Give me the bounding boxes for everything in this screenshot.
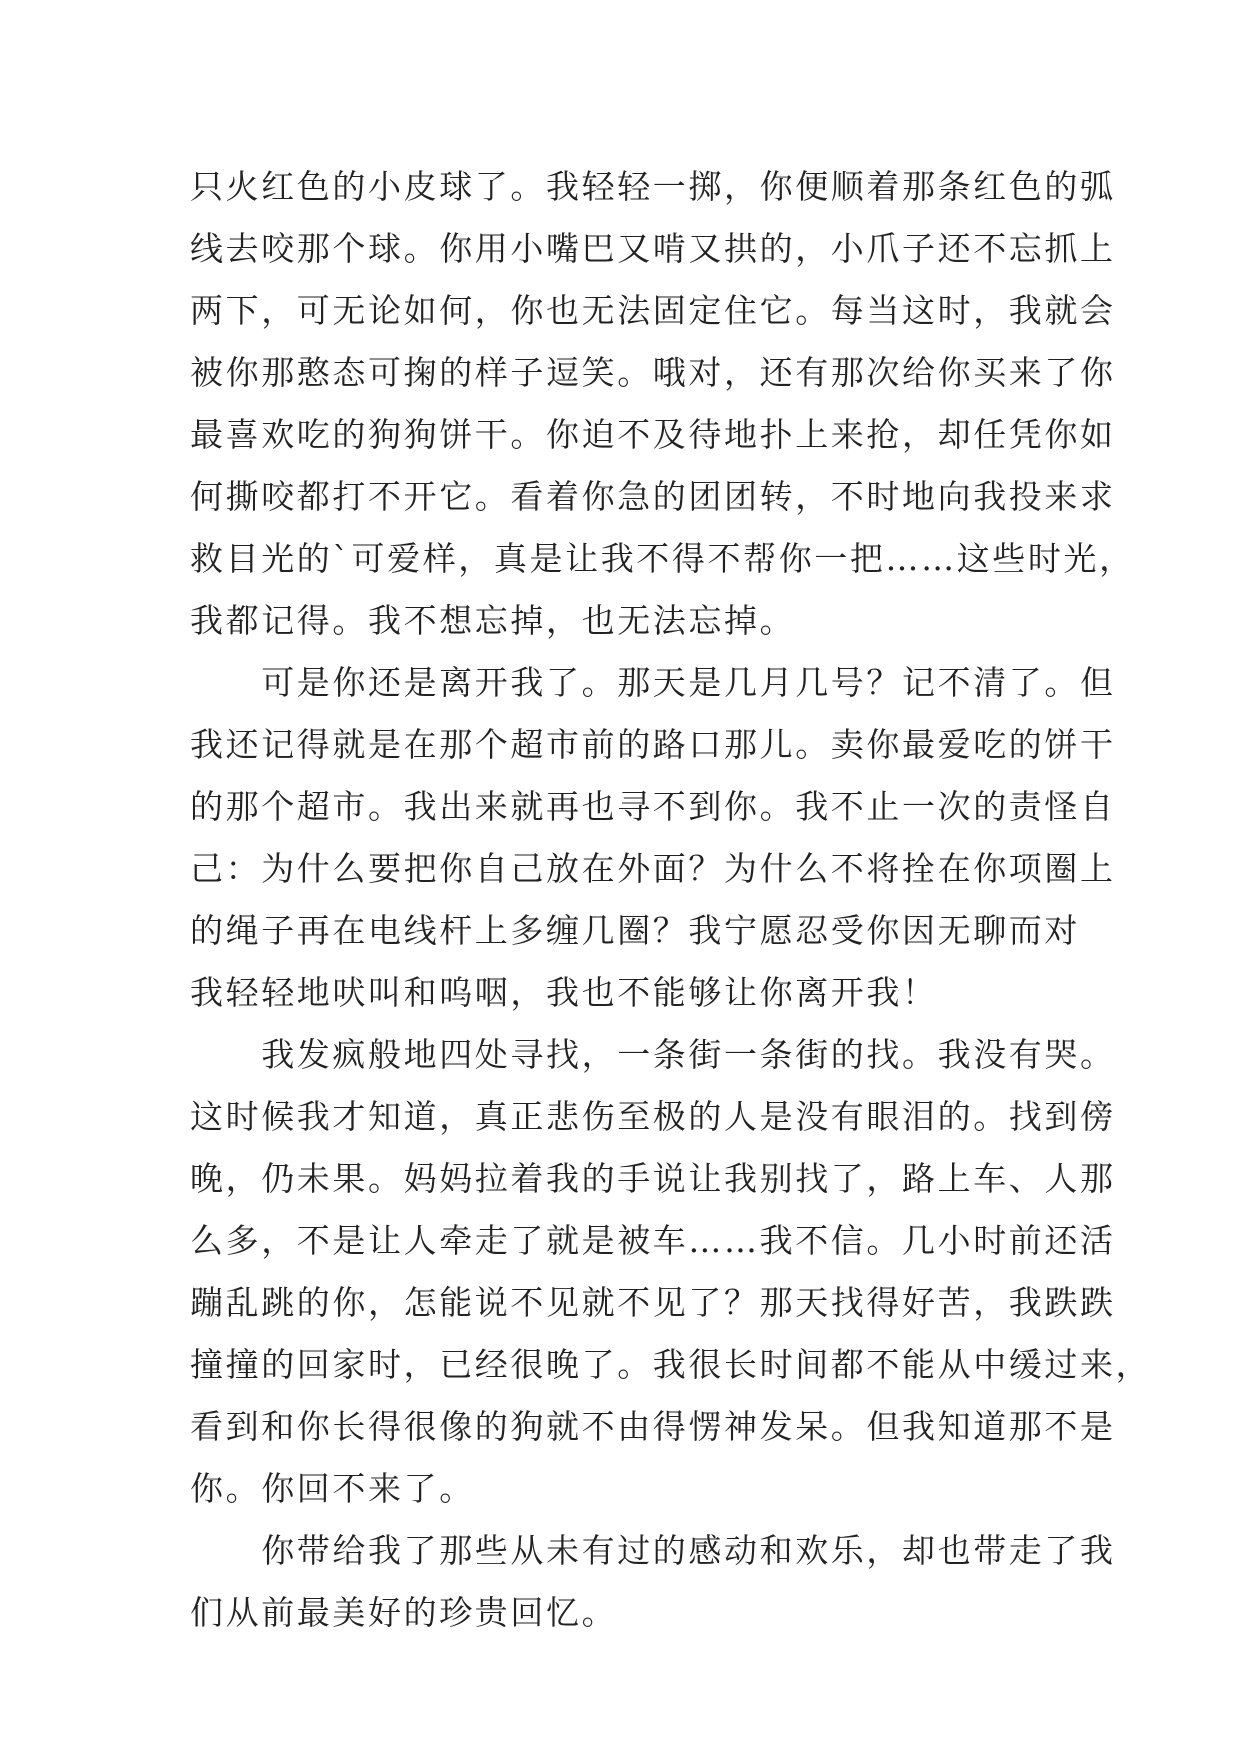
text-line: 的绳子再在电线杆上多缠几圈？我宁愿忍受你因无聊而对: [190, 911, 1080, 950]
text-line: 我还记得就是在那个超市前的路口那儿。卖你最爱吃的饼干: [190, 725, 1116, 764]
document-body: [190, 156, 1152, 1644]
text-line: 线去咬那个球。你用小嘴巴又啃又拱的，小爪子还不忘抓上: [190, 229, 1116, 268]
text-line: 两下，可无论如何，你也无法固定住它。每当这时，我就会: [190, 291, 1116, 330]
text-line: 己：为什么要把你自己放在外面？为什么不将拴在你项圈上: [190, 849, 1116, 888]
text-line: 撞撞的回家时，已经很晚了。我很长时间都不能从中缓过来，: [190, 1345, 1152, 1384]
text-line: 被你那憨态可掬的样子逗笑。哦对，还有那次给你买来了你: [190, 353, 1116, 392]
text-line: 救目光的`可爱样，真是让我不得不帮你一把……这些时光，: [190, 539, 1135, 578]
text-line: 看到和你长得很像的狗就不由得愣神发呆。但我知道那不是: [190, 1407, 1116, 1446]
text-line: 我发疯般地四处寻找，一条街一条街的找。我没有哭。: [190, 1035, 1116, 1074]
text-line: 只火红色的小皮球了。我轻轻一掷，你便顺着那条红色的弧: [190, 167, 1116, 206]
text-line: 么多，不是让人牵走了就是被车……我不信。几小时前还活: [190, 1221, 1116, 1260]
text-line: 何撕咬都打不开它。看着你急的团团转，不时地向我投来求: [190, 477, 1116, 516]
text-line: 可是你还是离开我了。那天是几月几号？记不清了。但: [190, 663, 1116, 702]
text-line: 蹦乱跳的你，怎能说不见就不见了？那天找得好苦，我跌跌: [190, 1283, 1116, 1322]
text-line: 你。你回不来了。: [190, 1469, 475, 1508]
text-line: 的那个超市。我出来就再也寻不到你。我不止一次的责怪自: [190, 787, 1116, 826]
text-line: 我轻轻地吠叫和呜咽，我也不能够让你离开我！: [190, 973, 938, 1012]
text-line: 们从前最美好的珍贵回忆。: [190, 1593, 618, 1632]
text-line: 我都记得。我不想忘掉，也无法忘掉。: [190, 601, 796, 640]
text-line: 最喜欢吃的狗狗饼干。你迫不及待地扑上来抢，却任凭你如: [190, 415, 1116, 454]
text-line: 你带给我了那些从未有过的感动和欢乐，却也带走了我: [190, 1531, 1116, 1570]
text-line: 晚，仍未果。妈妈拉着我的手说让我别找了，路上车、人那: [190, 1159, 1116, 1198]
text-line: 这时候我才知道，真正悲伤至极的人是没有眼泪的。找到傍: [190, 1097, 1116, 1136]
